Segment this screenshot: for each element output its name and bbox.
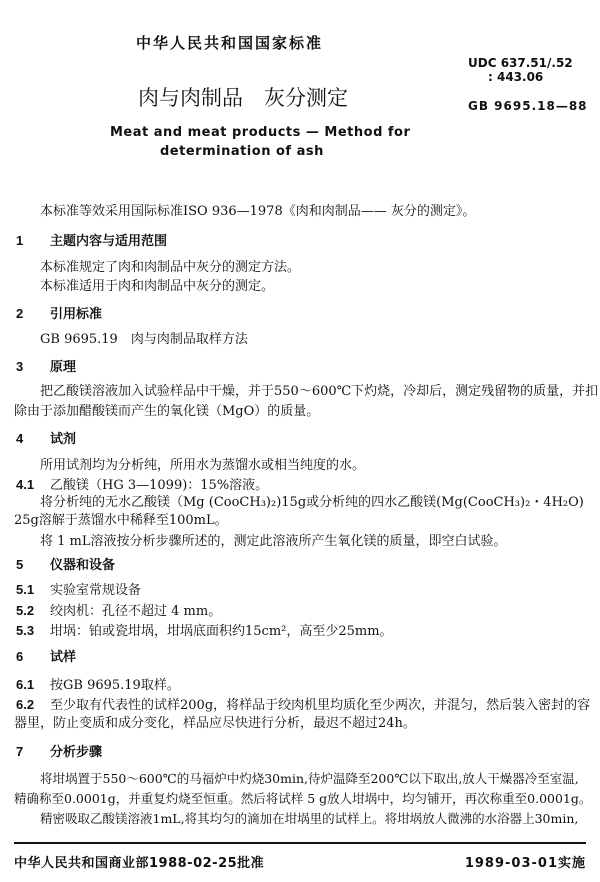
subsection-5-1: 5.1 实验室常规设备	[16, 582, 142, 598]
paragraph: 所用试剂均为分析纯，所用水为蒸馏水或相当纯度的水。	[40, 458, 366, 473]
paragraph: 将 1 mL溶液按分析步骤所述的，测定此溶液所产生氧化镁的质量，即空白试验。	[40, 534, 507, 549]
english-title: Meat and meat products — Method for	[110, 125, 411, 140]
paragraph: 将分析纯的无水乙酸镁（Mg (CooCH₃)₂)15g或分析纯的四水乙酸镁(Mg(CooCH₃)₂・4H₂O)	[40, 495, 584, 510]
paragraph: 本标准适用于肉和肉制品中灰分的测定。	[40, 279, 275, 294]
issuing-org: 中华人民共和国国家标准	[136, 34, 324, 52]
subsection-5-3: 5.3 坩埚：铂或瓷坩埚，坩埚底面积约15cm²，高至少25mm。	[16, 623, 393, 639]
paragraph: 本标准规定了肉和肉制品中灰分的测定方法。	[40, 260, 301, 275]
section-heading-4: 4 试剂	[16, 431, 77, 447]
section-heading-5: 5 仪器和设备	[16, 557, 116, 573]
udc-code-2: : 443.06	[488, 70, 544, 84]
udc-code: UDC 637.51/.52	[468, 56, 573, 70]
paragraph: 把乙酸镁溶液加入试验样品中干燥，并于550～600℃下灼烧，冷却后，测定残留物的质量，并扣	[40, 384, 599, 399]
english-title-2: determination of ash	[160, 144, 324, 159]
effective-date: 1989-03-01实施	[464, 856, 586, 871]
intro-text: 本标准等效采用国际标准ISO 936—1978《肉和肉制品—— 灰分的测定》。	[40, 204, 476, 219]
section-heading-6: 6 试样	[16, 649, 77, 665]
subsection-6-2: 6.2 至少取有代表性的试样200g，将样品于绞肉机里均质化至少两次，并混匀，然后装入密封的容	[16, 697, 591, 713]
section-heading-1: 1 主题内容与适用范围	[16, 233, 168, 249]
reference-standard: GB 9695.19 肉与肉制品取样方法	[40, 332, 248, 347]
approval-date: 中华人民共和国商业部1988-02-25批准	[14, 856, 265, 871]
subsection-5-2: 5.2 绞肉机：孔径不超过 4 mm。	[16, 603, 222, 619]
subsection-4-1: 4.1 乙酸镁（HG 3—1099)：15%溶液。	[16, 477, 269, 493]
document-title: 肉与肉制品 灰分测定	[138, 86, 348, 110]
paragraph: 精确称至0.0001g，并重复灼烧至恒重。然后将试样 5 g放人坩埚中，均匀铺开，再次称重至0.0001g。	[14, 791, 592, 806]
paragraph: 器里，防止变质和成分变化，样品应尽快进行分析，最迟不超过24h。	[14, 716, 416, 731]
section-heading-3: 3 原理	[16, 359, 77, 375]
paragraph: 精密吸取乙酸镁溶液1mL,将其均匀的滴加在坩埚里的试样上。将坩埚放人微沸的水浴器上30min,	[40, 811, 579, 826]
section-heading-2: 2 引用标准	[16, 306, 103, 322]
footer-divider	[14, 842, 586, 844]
paragraph: 将坩埚置于550～600℃的马福炉中灼烧30min,待炉温降至200℃以下取出,放人干燥器冷至室温,	[40, 771, 579, 786]
standard-number: GB 9695.18—88	[468, 99, 588, 113]
subsection-6-1: 6.1 按GB 9695.19取样。	[16, 677, 180, 693]
paragraph: 25g溶解于蒸馏水中稀释至100mL。	[14, 513, 228, 528]
paragraph: 除由于添加醋酸镁而产生的氧化镁（MgO）的质量。	[14, 404, 320, 419]
section-heading-7: 7 分析步骤	[16, 744, 103, 760]
